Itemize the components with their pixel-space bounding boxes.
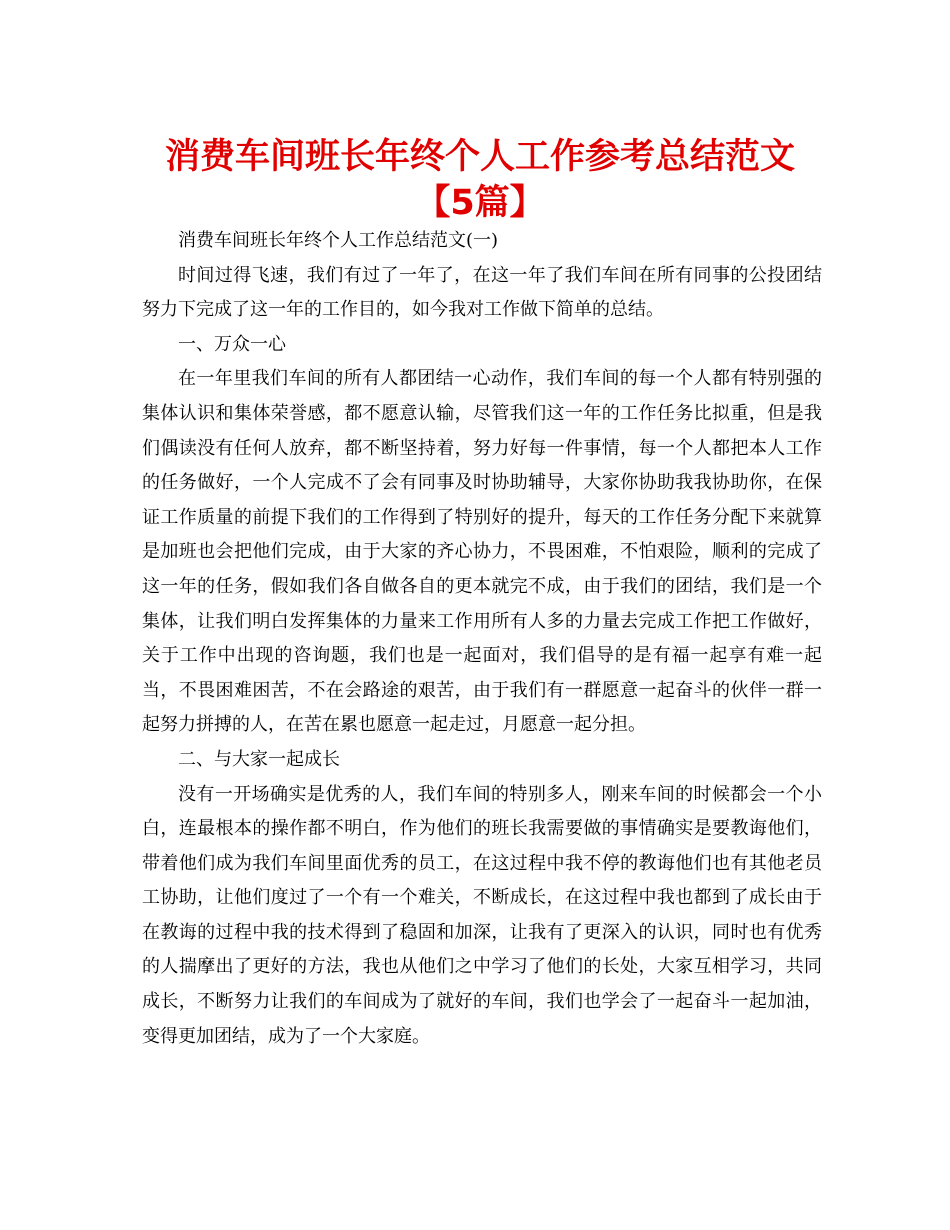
document-title: 消费车间班长年终个人工作参考总结范文【5篇】 [164, 137, 795, 223]
section-heading-2: 二、与大家一起成长 [178, 748, 340, 770]
intro-paragraph: 时间过得飞速，我们有过了一年了，在这一年了我们车间在所有同事的公投团结努力下完成了这一年的工作目的，如今我对工作做下简单的总结。 [142, 264, 822, 321]
subtitle-paragraph: 消费车间班长年终个人工作总结范文(一) [178, 230, 499, 251]
section-2-paragraph: 没有一开场确实是优秀的人，我们车间的特别多人，刚来车间的时候都会一个小白，连最根本的操作都不明白，作为他们的班长我需要做的事情确实是要教诲他们，带着他们成为我们车间里面优秀的员工，在这过程中我不停的教诲他们也有其他老员工协助，让他们度过了一个有一个难关，不断成长，在这过程中我也都到了成长由于在教诲的过程中我的技术得到了稳固和加深，让我有了更深入的认识，同时也有优秀的人揣摩出了更好的方法，我也从他们之中学习了他们的长处，大家互相学习，共同成长，不断努力让我们的车间成为了就好的车间，我们也学会了一起奋斗一起加油，变得更加团结，成为了一个大家庭。 [142, 783, 822, 1047]
section-1-paragraph: 在一年里我们车间的所有人都团结一心动作，我们车间的每一个人都有特别强的集体认识和集体荣誉感，都不愿意认输，尽管我们这一年的工作任务比拟重，但是我们偶读没有任何人放弃，都不断坚持着，努力好每一件事情，每一个人都把本人工作的任务做好，一个人完成不了会有同事及时协助辅导，大家你协助我我协助你，在保证工作质量的前提下我们的工作得到了特别好的提升，每天的工作任务分配下来就算是加班也会把他们完成，由于大家的齐心协力，不畏困难，不怕艰险，顺利的完成了这一年的任务，假如我们各自做各自的更本就完不成，由于我们的团结，我们是一个集体，让我们明白发挥集体的力量来工作用所有人多的力量去完成工作把工作做好，关于工作中出现的咨询题，我们也是一起面对，我们倡导的是有福一起享有难一起当，不畏困难困苦，不在会路途的艰苦，由于我们有一群愿意一起奋斗的伙伴一群一起努力拼搏的人，在苦在累也愿意一起走过，月愿意一起分担。 [142, 368, 822, 736]
section-heading-1: 一、万众一心 [178, 333, 286, 355]
document-body [142, 224, 822, 1054]
